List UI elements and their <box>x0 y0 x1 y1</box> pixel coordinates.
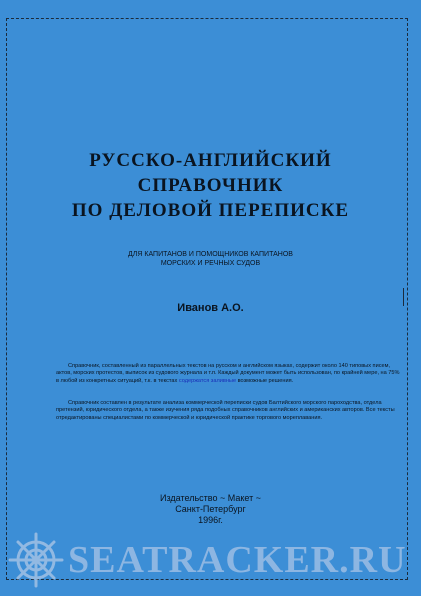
publisher-name: Издательство ~ Макет ~ <box>160 493 261 503</box>
title-line-2: СПРАВОЧНИК <box>137 175 284 196</box>
description-paragraph-1 <box>56 363 401 385</box>
publisher-city: Санкт-Петербург <box>175 504 246 514</box>
description-paragraph-2 <box>56 400 401 422</box>
paragraph-1-highlight: содержатся заливные <box>178 377 237 384</box>
author-name: Иванов А.О. <box>177 302 244 314</box>
title-line-1: РУССКО-АНГЛИЙСКИЙ <box>89 150 332 171</box>
watermark-text: SEATRACKER.RU <box>68 539 407 581</box>
document-subtitle <box>0 250 421 268</box>
watermark <box>6 530 416 590</box>
publisher-info <box>0 493 421 526</box>
subtitle-line-1: ДЛЯ КАПИТАНОВ И ПОМОЩНИКОВ КАПИТАНОВ <box>128 251 293 258</box>
ship-wheel-icon <box>6 530 66 590</box>
document-title <box>0 148 421 223</box>
subtitle-line-2: МОРСКИХ И РЕЧНЫХ СУДОВ <box>160 260 261 267</box>
publisher-year: 1996г. <box>198 515 223 525</box>
paragraph-2-text: Справочник составлен в результате анализа коммерческой переписки судов Балтийского морского пароходства, отдела претензий, юридического отдела, а также изучения ряда подобных справочников английских и американских авторов. Все тексты отредактированы специалистами по коммерческой и юридической практике торгового мореплавания. <box>56 400 395 421</box>
paragraph-1-tail: возможные решения. <box>236 377 294 384</box>
paragraph-1-text: Справочник, составленный из параллельных текстов на русском и английском языках, содержит около 140 типовых писем, актов, морских протестов, выписок из судового журнала и т.п. Каждый документ может быть использован, по крайней мере, на 75% в любой из конкретных ситуаций, т.к. в текстах <box>56 363 400 384</box>
title-line-3: ПО ДЕЛОВОЙ ПЕРЕПИСКЕ <box>71 200 350 221</box>
